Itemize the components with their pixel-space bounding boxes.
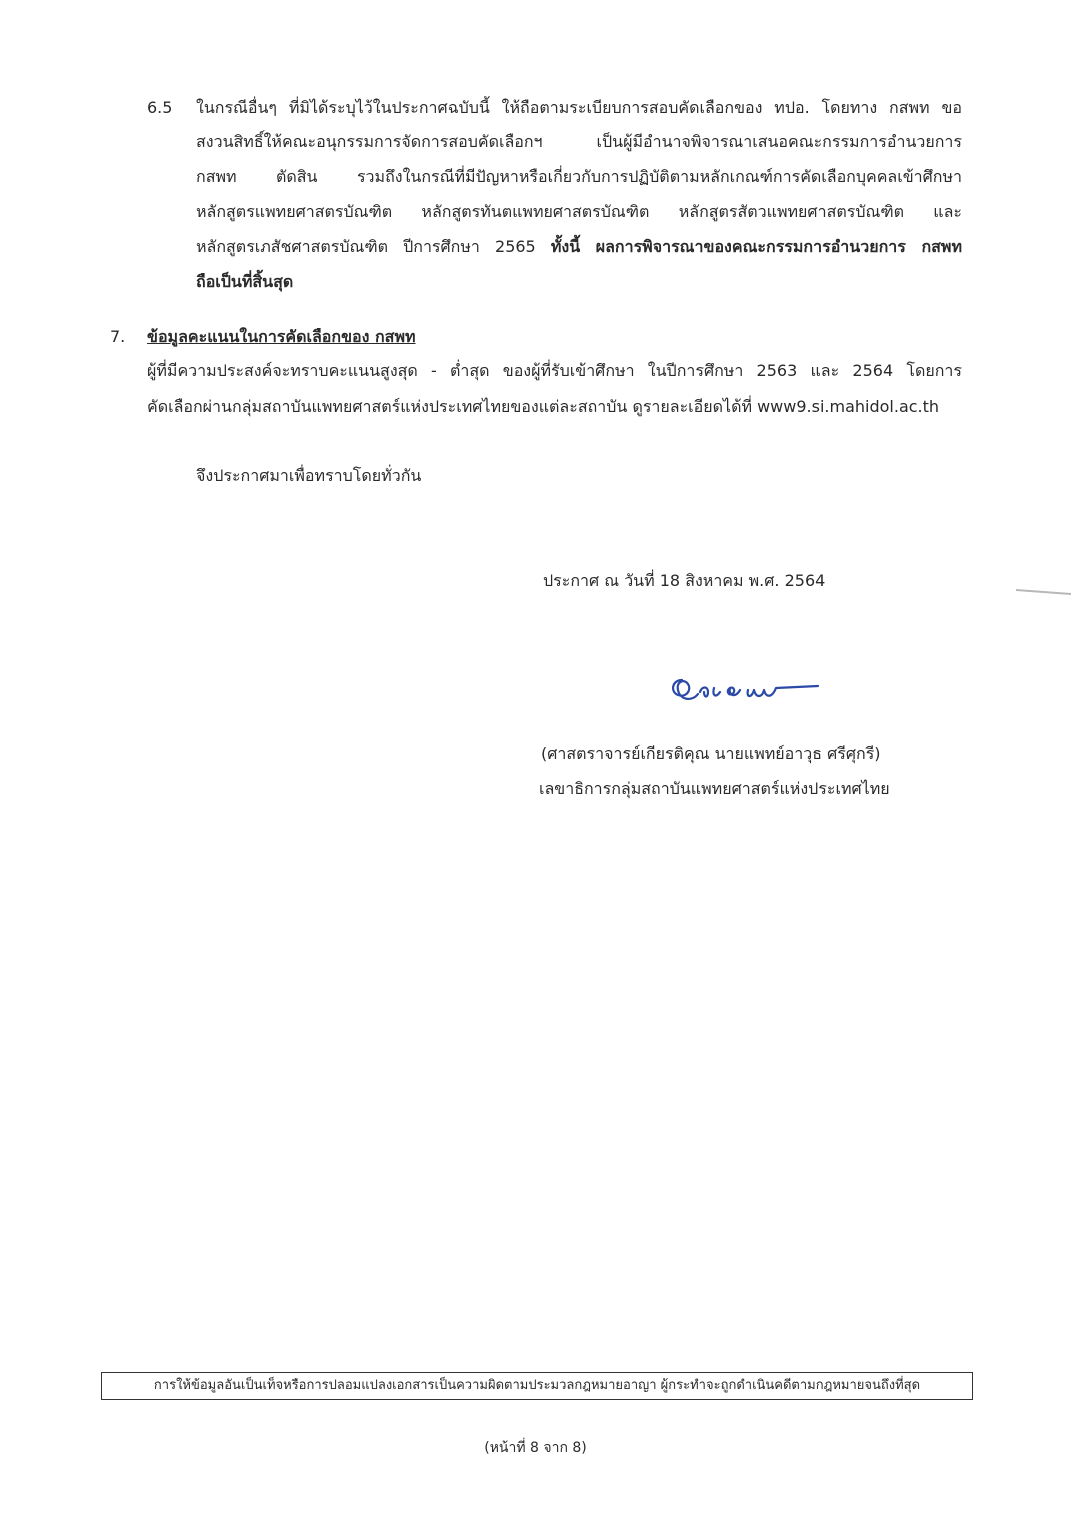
section-7-number: 7. — [110, 327, 126, 346]
announcement-date: ประกาศ ณ วันที่ 18 สิงหาคม พ.ศ. 2564 — [543, 571, 826, 590]
scan-artifact-line — [1016, 586, 1071, 598]
footer-notice-box — [101, 1372, 973, 1400]
section-6-5-line-1: ในกรณีอื่นๆ ที่มิได้ระบุไว้ในประกาศฉบับนี้ ให้ถือตามระเบียบการสอบคัดเลือกของ ทปอ. โดยทาง กสพท ขอ — [196, 98, 962, 117]
section-6-5-line-6: ถือเป็นที่สิ้นสุด — [196, 272, 294, 291]
closing-statement: จึงประกาศมาเพื่อทราบโดยทั่วกัน — [196, 466, 422, 485]
signer-position: เลขาธิการกลุ่มสถาบันแพทยศาสตร์แห่งประเทศไทย — [539, 779, 890, 798]
page-number: (หน้าที่ 8 จาก 8) — [484, 1440, 587, 1456]
section-6-5-line-5 — [196, 236, 962, 258]
section-7-line-2: คัดเลือกผ่านกลุ่มสถาบันแพทยศาสตร์แห่งประเทศไทยของแต่ละสถาบัน ดูรายละเอียดได้ที่ www9.si.mahidol.ac.th — [147, 397, 940, 416]
section-6-5-line-3: กสพท ตัดสิน รวมถึงในกรณีที่มีปัญหาหรือเกี่ยวกับการปฏิบัติตามหลักเกณฑ์การคัดเลือกบุคคลเข้าศึกษา — [196, 167, 962, 186]
handwritten-signature — [668, 668, 828, 712]
section-6-5-line-5-plain: หลักสูตรเภสัชศาสตรบัณฑิต ปีการศึกษา 2565 — [196, 237, 551, 256]
section-7-line-1: ผู้ที่มีความประสงค์จะทราบคะแนนสูงสุด - ต่ำสุด ของผู้ที่รับเข้าศึกษา ในปีการศึกษา 2563 และ 2564 โดยการ — [147, 361, 962, 380]
signer-name: (ศาสตราจารย์เกียรติคุณ นายแพทย์อาวุธ ศรีศุกรี) — [541, 744, 881, 763]
section-6-5-line-5-bold: ทั้งนี้ ผลการพิจารณาของคณะกรรมการอำนวยการ กสพท — [550, 237, 962, 256]
section-6-5-line-4: หลักสูตรแพทยศาสตรบัณฑิต หลักสูตรทันตแพทยศาสตรบัณฑิต หลักสูตรสัตวแพทยศาสตรบัณฑิต และ — [196, 202, 962, 221]
section-6-5-number: 6.5 — [147, 98, 173, 117]
footer-notice-text: การให้ข้อมูลอันเป็นเท็จหรือการปลอมแปลงเอกสารเป็นความผิดตามประมวลกฎหมายอาญา ผู้กระทำจะถูกดำเนินคดีตามกฎหมายจนถึงที่สุด — [153, 1378, 921, 1393]
section-7-heading: ข้อมูลคะแนนในการคัดเลือกของ กสพท — [147, 327, 416, 346]
section-6-5-line-2: สงวนสิทธิ์ให้คณะอนุกรรมการจัดการสอบคัดเลือกฯ เป็นผู้มีอำนาจพิจารณาเสนอคณะกรรมการอำนวยการ — [196, 132, 962, 151]
